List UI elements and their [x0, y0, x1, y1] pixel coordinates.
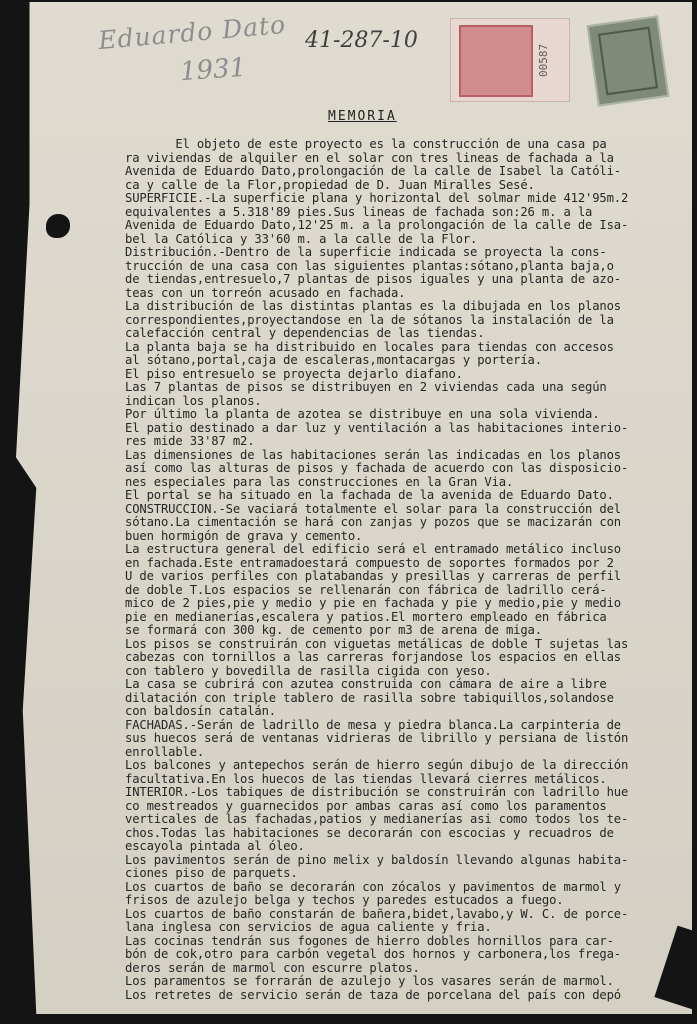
handwritten-name: Eduardo Dato [97, 9, 288, 56]
document-line: teas con un torreón acusado en fachada. [125, 285, 406, 300]
document-line: enrollable. [125, 744, 205, 759]
document-line: al sótano,portal,caja de escaleras,montacargas y portería. [125, 353, 542, 367]
document-line: res mide 33'87 m2. [125, 434, 255, 448]
document-line: indican los planos. [125, 393, 262, 408]
document-line: La distribución de las distintas plantas es la dibujada en los planos [125, 299, 621, 313]
document-line: ra viviendas de alquiler en el solar con tres lineas de fachada a la [125, 150, 614, 165]
document-line: deros serán de marmol con escurre platos. [125, 960, 420, 975]
document-line: Avenida de Eduardo Dato,12'25 m. a la prolongación de la calle de Isa- [125, 218, 629, 232]
document-line: Las 7 plantas de pisos se distribuyen en 2 viviendas cada una según [125, 380, 607, 394]
document-line: La casa se cubrirá con azutea construida con cámara de aire a libre [125, 677, 607, 691]
document-line: dilatación con triple tablero de rasilla sobre tabiquillos,solandose [125, 690, 614, 705]
document-line: La estructura general del edificio será el entramado metálico incluso [125, 542, 621, 556]
document-line: Los balcones y antepechos serán de hierro según dibujo de la dirección [125, 758, 629, 772]
document-line: Por último la planta de azotea se distribuye en una sola vivienda. [125, 407, 600, 421]
document-line: bón de cok,otro para carbón vegetal dos hornos y carbonera,los frega- [125, 947, 621, 961]
document-line: Los cuartos de baño constarán de bañera,bidet,lavabo,y W. C. de porce- [125, 906, 629, 921]
document-line: Los retretes de servicio serán de taza de porcelana del país con depó [125, 987, 621, 1002]
document-line: nes especiales para las construcciones en la Gran Via. [125, 474, 514, 489]
document-line: de tiendas,entresuelo,7 plantas de pisos iguales y una planta de azo- [125, 272, 621, 286]
document-line: sus huecos será de ventanas vidrieras de librillo y persiana de listón [125, 731, 629, 745]
document-line: Los pavimentos serán de pino melix y baldosín llevando algunas habita- [125, 852, 629, 867]
document-line: Distribución.-Dentro de la superficie indicada se proyecta la cons- [125, 245, 607, 259]
document-line: El portal se ha situado en la fachada de la avenida de Eduardo Dato. [125, 488, 614, 502]
document-line: La planta baja se ha distribuido en locales para tiendas con accesos [125, 339, 614, 354]
document-line: Los cuartos de baño se decorarán con zócalos y pavimentos de marmol y [125, 879, 621, 894]
document-line: Los pisos se construirán con viguetas metálicas de doble T sujetas las [125, 636, 629, 651]
document-line: en fachada.Este entramadoestará compuesto de soportes formados por 2 [125, 555, 614, 570]
document-line: El piso entresuelo se proyecta dejarlo diafano. [125, 366, 463, 381]
document-line: co mestreados y guarnecidos por ambas caras así como los paramentos [125, 798, 607, 813]
punch-hole [46, 214, 70, 238]
document-line: equivalentes a 5.318'89 pies.Sus lineas de fachada son:26 m. a la [125, 204, 593, 219]
document-line: SUPERFICIE.-La superficie plana y horizontal del solmar mide 412'95m.2 [125, 191, 629, 205]
document-line: se formará con 300 kg. de cemento por m3 de arena de miga. [125, 623, 542, 637]
document-line: frisos de azulejo belga y techos y paredes estucados a fuego. [125, 893, 564, 907]
document-line: mico de 2 pies,pie y medio y pie en fachada y pie y medio,pie y medio [125, 596, 621, 610]
stamp-image [459, 25, 533, 97]
document-line: El patio destinado a dar luz y ventilación a las habitaciones interio- [125, 420, 629, 435]
document-line: pie en medianerías,escalera y patios.El mortero empleado en fábrica [125, 609, 607, 624]
stamp-number: 00587 [537, 43, 550, 77]
document-line: Avenida de Eduardo Dato,prolongación de la calle de Isabel la Católi- [125, 164, 621, 178]
green-stamp-frame [598, 27, 658, 96]
document-line: CONSTRUCCION.-Se vaciará totalmente el solar para la construcción del [125, 501, 621, 516]
document-line: Las cocinas tendrán sus fogones de hierro dobles hornillos para car- [125, 933, 614, 948]
document-body [125, 138, 685, 1002]
document-line: Las dimensiones de las habitaciones serán las indicadas en los planos [125, 447, 621, 462]
document-line: con baldosín catalán. [125, 704, 276, 718]
document-line: calefacción central y dependencias de las tiendas. [125, 326, 485, 340]
document-line: FACHADAS.-Serán de ladrillo de mesa y piedra blanca.La carpinteria de [125, 717, 621, 732]
document-line: lana inglesa con servicios de agua caliente y fria. [125, 920, 492, 934]
document-line: El objeto de este proyecto es la construcción de una casa pa [125, 137, 607, 151]
document-line: escayola pintada al óleo. [125, 839, 305, 853]
document-line: chos.Todas las habitaciones se decorarán con escocias y recuadros de [125, 825, 614, 840]
document-line: trucción de una casa con las siguientes plantas:sótano,planta baja,o [125, 258, 614, 273]
document-line: así como las alturas de pisos y fachada de acuerdo con las disposicio- [125, 461, 629, 475]
document-title: MEMORIA [328, 109, 397, 124]
document-line: verticales de las fachadas,patios y medianerías asi como todos los te- [125, 812, 629, 826]
document-line: bel la Católica y 33'60 m. a la calle de la Flor. [125, 231, 478, 246]
green-stamp [587, 15, 670, 106]
document-line: INTERIOR.-Los tabiques de distribución se construirán con ladrillo hue [125, 785, 629, 799]
document-line: correspondientes,proyectandose en la de sótanos la instalación de la [125, 312, 614, 327]
document-line: ciones piso de parquets. [125, 866, 298, 880]
document-line: de doble T.Los espacios se rellenarán con fábrica de ladrillo cerá- [125, 582, 607, 597]
document-line: cabezas con tornillos a las carreras forjandose los espacios en ellas [125, 650, 621, 664]
document-line: buen hormigón de grava y cemento. [125, 528, 363, 543]
document-line: ca y calle de la Flor,propiedad de D. Juan Miralles Sesé. [125, 177, 535, 192]
document-line: sótano.La cimentación se hará con zanjas y pozos que se macizarán con [125, 515, 621, 529]
document-line: Los paramentos se forrarán de azulejo y los vasares serán de marmol. [125, 974, 614, 988]
handwritten-reference: 41-287-10 [305, 28, 418, 53]
revenue-stamp [450, 18, 570, 102]
document-line: U de varios perfiles con platabandas y presillas y carreras de perfil [125, 569, 621, 583]
handwritten-year: 1931 [179, 52, 248, 88]
document-line: con tablero y bovedilla de rasilla cigida con yeso. [125, 663, 492, 678]
document-line: facultativa.En los huecos de las tiendas llevará cierres metálicos. [125, 771, 607, 786]
